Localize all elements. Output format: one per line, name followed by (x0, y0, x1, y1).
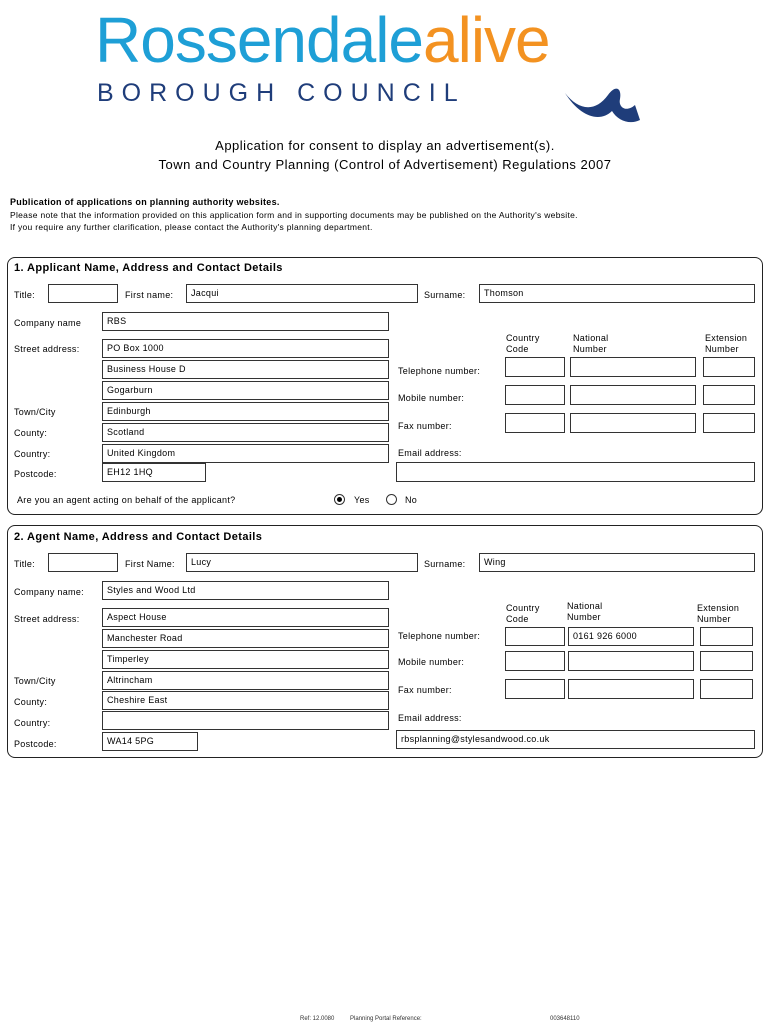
applicant-company-label: Company name (14, 318, 82, 328)
logo-swoosh-icon (560, 65, 650, 130)
applicant-mobile-national[interactable] (570, 385, 696, 405)
agent-email-field[interactable]: rbsplanning@stylesandwood.co.uk (396, 730, 755, 749)
agent-country-code-header: Country Code (506, 603, 540, 624)
agent-extension-number-header: Extension Number (697, 603, 740, 624)
form-title-line1: Application for consent to display an advertisement(s). (215, 138, 555, 153)
agent-no-label: No (405, 495, 418, 505)
agent-first-name-field[interactable]: Lucy (186, 553, 418, 572)
agent-mobile-country-code[interactable] (505, 651, 565, 671)
applicant-postcode-label: Postcode: (14, 469, 57, 479)
agent-telephone-extension[interactable] (700, 627, 753, 646)
agent-fax-country-code[interactable] (505, 679, 565, 699)
agent-mobile-extension[interactable] (700, 651, 753, 671)
applicant-town-label: Town/City (14, 407, 56, 417)
agent-yes-label: Yes (354, 495, 370, 505)
logo-subtitle: BOROUGH COUNCIL (97, 79, 466, 107)
applicant-county-label: County: (14, 428, 48, 438)
applicant-fax-label: Fax number: (398, 421, 452, 431)
applicant-country-field[interactable]: United Kingdom (102, 444, 389, 463)
footer-portal-ref: 003648110 (550, 1016, 580, 1022)
agent-no-radio[interactable] (386, 494, 397, 505)
form-title-line2: Town and Country Planning (Control of Advertisement) Regulations 2007 (158, 157, 612, 172)
logo-wordmark (95, 5, 550, 75)
applicant-street-field-1[interactable]: PO Box 1000 (102, 339, 389, 358)
applicant-mobile-extension[interactable] (703, 385, 755, 405)
section-agent-title: 2. Agent Name, Address and Contact Details (14, 531, 263, 543)
agent-yes-radio[interactable] (334, 494, 345, 505)
notice-heading: Publication of applications on planning authority websites. (10, 197, 280, 207)
agent-country-label: Country: (14, 718, 51, 728)
council-logo (95, 5, 685, 130)
agent-street-field-3[interactable]: Timperley (102, 650, 389, 669)
section-applicant-title: 1. Applicant Name, Address and Contact Details (14, 262, 283, 274)
agent-postcode-field[interactable]: WA14 5PG (102, 732, 198, 751)
agent-surname-field[interactable]: Wing (479, 553, 755, 572)
agent-mobile-label: Mobile number: (398, 657, 465, 667)
agent-street-field-1[interactable]: Aspect House (102, 608, 389, 627)
agent-email-label: Email address: (398, 713, 462, 723)
applicant-telephone-national[interactable] (570, 357, 696, 377)
notice-line1: Please note that the information provided on this application form and in supporting documents may be published on the Authority's website. (10, 210, 578, 220)
applicant-street-label: Street address: (14, 344, 80, 354)
applicant-company-field[interactable]: RBS (102, 312, 389, 331)
agent-question: Are you an agent acting on behalf of the applicant? (17, 495, 236, 505)
agent-town-label: Town/City (14, 676, 56, 686)
agent-title-label: Title: (14, 559, 35, 569)
agent-telephone-label: Telephone number: (398, 631, 481, 641)
agent-first-name-label: First Name: (125, 559, 175, 569)
agent-company-label: Company name: (14, 587, 84, 597)
applicant-mobile-label: Mobile number: (398, 393, 465, 403)
applicant-fax-country-code[interactable] (505, 413, 565, 433)
agent-company-field[interactable]: Styles and Wood Ltd (102, 581, 389, 600)
agent-country-field[interactable] (102, 711, 389, 730)
agent-telephone-national[interactable]: 0161 926 6000 (568, 627, 694, 646)
agent-fax-extension[interactable] (700, 679, 753, 699)
applicant-country-code-header: Country Code (506, 333, 540, 354)
applicant-street-field-2[interactable]: Business House D (102, 360, 389, 379)
logo-name-main: Rossendale (95, 4, 423, 76)
applicant-email-field[interactable] (396, 462, 755, 482)
applicant-street-field-3[interactable]: Gogarburn (102, 381, 389, 400)
applicant-first-name-label: First name: (125, 290, 174, 300)
applicant-telephone-extension[interactable] (703, 357, 755, 377)
agent-street-field-2[interactable]: Manchester Road (102, 629, 389, 648)
agent-national-number-header: National Number (567, 601, 603, 622)
applicant-first-name-field[interactable]: Jacqui (186, 284, 418, 303)
applicant-county-field[interactable]: Scotland (102, 423, 389, 442)
applicant-telephone-country-code[interactable] (505, 357, 565, 377)
applicant-country-label: Country: (14, 449, 51, 459)
applicant-national-number-header: National Number (573, 333, 609, 354)
footer-ref: Ref: 12.0080 (300, 1016, 335, 1022)
logo-name-accent: alive (423, 4, 550, 76)
notice-line2: If you require any further clarification, please contact the Authority's planning department. (10, 222, 373, 232)
footer-portal-label: Planning Portal Reference: (350, 1016, 422, 1022)
agent-street-label: Street address: (14, 614, 80, 624)
agent-town-field[interactable]: Altrincham (102, 671, 389, 690)
applicant-mobile-country-code[interactable] (505, 385, 565, 405)
applicant-title-label: Title: (14, 290, 35, 300)
agent-postcode-label: Postcode: (14, 739, 57, 749)
applicant-fax-national[interactable] (570, 413, 696, 433)
agent-surname-label: Surname: (424, 559, 466, 569)
applicant-email-label: Email address: (398, 448, 462, 458)
applicant-surname-label: Surname: (424, 290, 466, 300)
applicant-postcode-field[interactable]: EH12 1HQ (102, 463, 206, 482)
applicant-extension-number-header: Extension Number (705, 333, 748, 354)
applicant-telephone-label: Telephone number: (398, 366, 481, 376)
applicant-title-field[interactable] (48, 284, 118, 303)
agent-county-field[interactable]: Cheshire East (102, 691, 389, 710)
applicant-fax-extension[interactable] (703, 413, 755, 433)
agent-fax-national[interactable] (568, 679, 694, 699)
agent-fax-label: Fax number: (398, 685, 452, 695)
agent-telephone-country-code[interactable] (505, 627, 565, 646)
agent-title-field[interactable] (48, 553, 118, 572)
agent-county-label: County: (14, 697, 48, 707)
applicant-surname-field[interactable]: Thomson (479, 284, 755, 303)
agent-mobile-national[interactable] (568, 651, 694, 671)
applicant-town-field[interactable]: Edinburgh (102, 402, 389, 421)
